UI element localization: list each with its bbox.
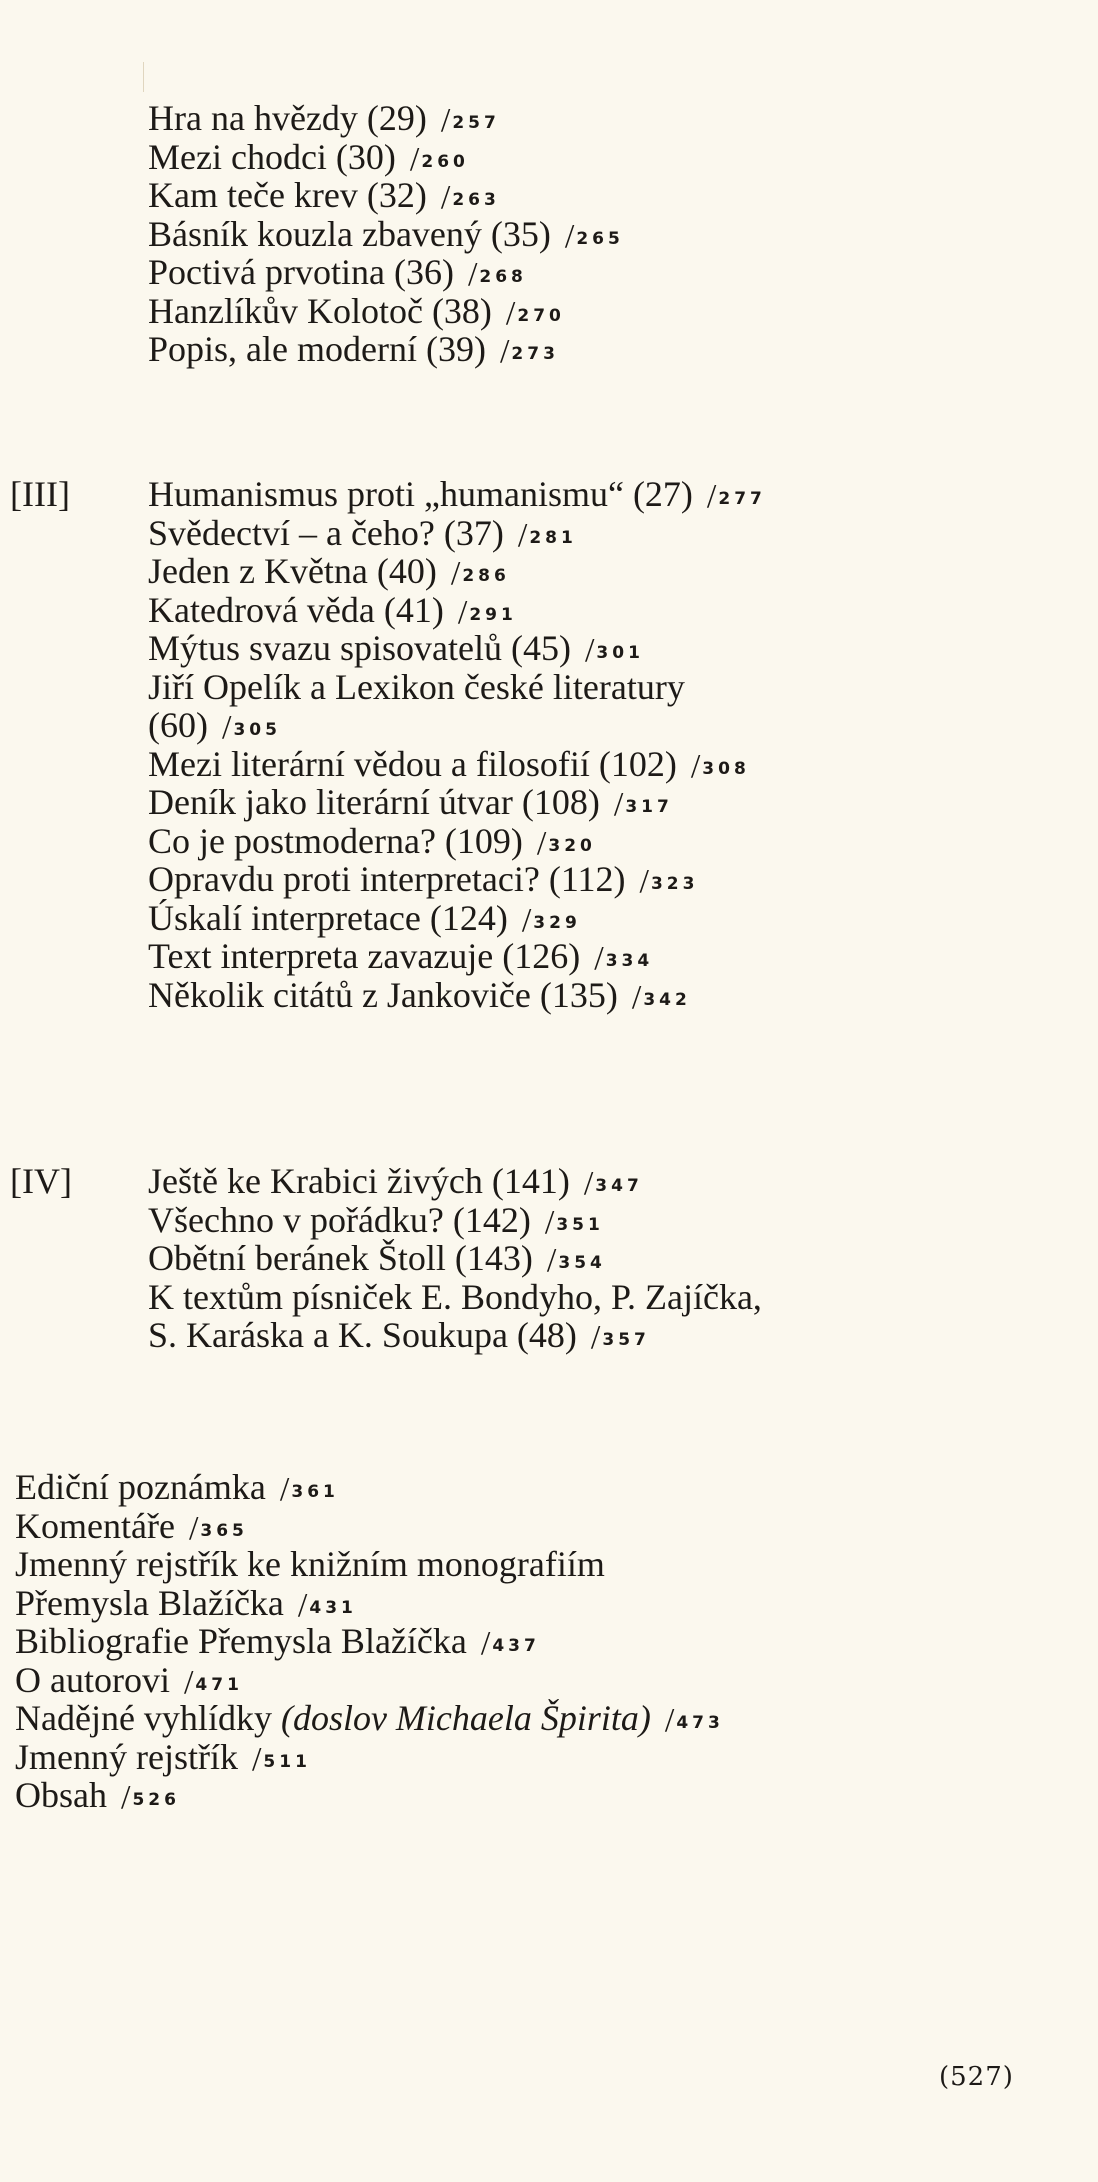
entry-title-text: Jmenný rejstřík ke knižním monografiím (15, 1544, 605, 1584)
page-number-value: 329 (533, 912, 581, 933)
toc-entry (0, 99, 1098, 138)
toc-entry (0, 292, 1098, 331)
page-slash: / (584, 632, 595, 669)
toc-entry (0, 1661, 1098, 1700)
entry-title-text: Ještě ke Krabici živých (141) (148, 1161, 570, 1201)
entry-title-text: Hra na hvězdy (29) (148, 98, 427, 138)
toc-entry (0, 176, 1098, 215)
entry-title-text: Přemysla Blažíčka (15, 1582, 284, 1623)
page-slash: / (467, 256, 478, 293)
toc-entry-title (148, 976, 691, 1020)
page-slash: / (440, 102, 451, 139)
page-number-value: 273 (511, 344, 559, 364)
page-slash: / (613, 786, 624, 823)
page-number-value: 286 (462, 566, 510, 586)
toc-entry (0, 1468, 1098, 1507)
entry-title-text: Jeden z Května (40) (148, 551, 437, 591)
page-number-value: 260 (421, 151, 469, 172)
entry-title-text: Komentáře (15, 1505, 175, 1546)
toc-page-number (457, 593, 517, 631)
toc-page-number (536, 824, 596, 862)
toc-entry (0, 822, 1098, 861)
page-slash: / (279, 1471, 290, 1508)
page-slash: / (297, 1586, 308, 1624)
page-slash: / (505, 294, 516, 332)
section-iii-entries (0, 475, 1098, 1014)
entry-title-text: K textům písniček E. Bondyho, P. Zajíčka, (148, 1276, 762, 1317)
entry-title-text: Kam teče krev (32) (148, 175, 427, 215)
page-number-value: 351 (556, 1214, 604, 1235)
page-slash: / (121, 1779, 131, 1816)
toc-end-matter (0, 1468, 1098, 1815)
toc-entry (0, 1162, 1098, 1201)
entry-title-text: Bibliografie Přemysla Blažíčka (15, 1621, 467, 1661)
toc-entry (0, 860, 1098, 899)
entry-title-text: Opravdu proti interpretaci? (112) (148, 859, 626, 899)
page-folio: (527) (939, 2062, 1014, 2092)
page-number-value: 320 (548, 835, 596, 856)
toc-page-number (467, 256, 527, 293)
page-number-value: 281 (529, 527, 577, 548)
entry-title-text: Jmenný rejstřík (15, 1736, 238, 1777)
toc-page-number (546, 1242, 606, 1279)
entry-title-text: Několik citátů z Jankoviče (135) (148, 974, 618, 1015)
toc-entry (0, 138, 1098, 177)
page-slash: / (594, 940, 604, 977)
toc-page-number (706, 478, 766, 515)
toc-page-number (409, 140, 469, 178)
toc-entry (0, 1622, 1098, 1661)
toc-entry-title (148, 1278, 762, 1317)
page-number-value: 305 (233, 720, 281, 740)
toc-page-number (251, 1740, 311, 1778)
toc-page-number (613, 786, 673, 823)
toc-page-number (221, 709, 281, 746)
toc-page-number (664, 1702, 724, 1739)
toc-page-number (639, 863, 699, 900)
entry-title-text: Všechno v pořádku? (142) (148, 1199, 531, 1240)
toc-entry (0, 976, 1098, 1015)
entry-title-text: Obsah (15, 1775, 107, 1815)
page-slash: / (409, 140, 420, 178)
toc-section-iii (0, 475, 1098, 1014)
toc-page-number (517, 516, 577, 554)
toc-page-number (583, 1165, 643, 1202)
toc-page-number (480, 1625, 540, 1662)
page-number-value: 437 (492, 1636, 540, 1656)
toc-page-number (590, 1319, 650, 1356)
entry-title-italic: (doslov Michaela Špirita) (271, 1698, 651, 1738)
section-iv-entries (0, 1162, 1098, 1355)
page-slash: / (564, 217, 575, 255)
toc-page-number (544, 1203, 604, 1241)
toc-entry (0, 215, 1098, 254)
toc-page-number (584, 632, 644, 669)
page-slash: / (690, 747, 701, 785)
entry-title-text: Svědectví – a čeho? (37) (148, 512, 504, 553)
entry-title-text: Co je postmoderna? (109) (148, 820, 523, 861)
toc-entry (0, 591, 1098, 630)
toc-page-number (450, 555, 510, 592)
page-slash: / (664, 1702, 675, 1739)
toc-entry-title (15, 1776, 180, 1820)
toc-page-number (297, 1586, 357, 1624)
page-slash: / (536, 824, 547, 862)
toc-entry (0, 783, 1098, 822)
toc-page-number (121, 1779, 180, 1816)
page-slash: / (499, 333, 510, 370)
page-number-value: 342 (643, 989, 691, 1010)
page-number-value: 308 (702, 758, 750, 779)
page-number-value: 361 (291, 1482, 339, 1502)
page-number-value: 323 (650, 874, 699, 894)
toc-entry (0, 899, 1098, 938)
page-slash: / (639, 863, 649, 900)
toc-entry (0, 706, 1098, 745)
page-number-value: 526 (132, 1790, 180, 1810)
toc-entry (0, 937, 1098, 976)
page-slash: / (631, 978, 642, 1016)
toc-page-number (594, 940, 654, 977)
toc-section-iv (0, 1162, 1098, 1355)
page-number-value: 268 (479, 267, 527, 287)
toc-entry (0, 629, 1098, 668)
page-slash: / (517, 516, 528, 554)
page-slash: / (583, 1165, 594, 1202)
toc-entry (0, 552, 1098, 591)
paper-speck (143, 62, 144, 92)
section-label-iii: [III] (10, 474, 70, 514)
toc-entry (0, 1776, 1098, 1815)
entry-title-text: Mýtus svazu spisovatelů (45) (148, 628, 571, 668)
entry-title-text: Mezi literární vědou a filosofií (102) (148, 743, 677, 784)
toc-page-number (564, 217, 624, 255)
entry-title-text: Text interpreta zavazuje (126) (148, 936, 581, 976)
page-slash: / (546, 1242, 557, 1279)
page-number-value: 291 (469, 604, 517, 625)
entry-title-text: Popis, ale moderní (39) (148, 329, 486, 369)
entry-title-text: Humanismus proti „humanismu“ (27) (148, 474, 693, 514)
page-number-value: 347 (595, 1176, 643, 1196)
entry-title-text: Úskalí interpretace (124) (148, 897, 508, 938)
toc-entry (0, 1278, 1098, 1317)
toc-entry (0, 1699, 1098, 1738)
section-label-iv: [IV] (10, 1161, 72, 1201)
toc-page-number (440, 102, 500, 139)
page-number-value: 301 (596, 643, 644, 663)
toc-entry (0, 330, 1098, 369)
page-slash: / (457, 593, 468, 631)
entry-title-text: (60) (148, 705, 208, 745)
toc-page-number (505, 294, 565, 332)
page-number-value: 277 (718, 489, 766, 509)
page-number-value: 270 (517, 305, 565, 326)
page-number-value: 265 (576, 228, 624, 249)
page-number-value: 354 (558, 1253, 606, 1273)
page-slash: / (183, 1663, 194, 1701)
page-number-value: 257 (452, 113, 500, 133)
toc-entry-title (148, 330, 559, 374)
entry-title-text: Hanzlíkův Kolotoč (38) (148, 290, 492, 331)
page-number-value: 365 (200, 1520, 248, 1541)
toc-page-number (690, 747, 750, 785)
toc-entry (0, 1316, 1098, 1355)
entry-title-text: Obětní beránek Štoll (143) (148, 1238, 533, 1278)
page-number-value: 431 (309, 1597, 357, 1618)
toc-entry (0, 1201, 1098, 1240)
toc-page-number (631, 978, 691, 1016)
toc-entry-title (15, 1545, 605, 1584)
toc-page-number (183, 1663, 243, 1701)
entry-title-text: Nadějné vyhlídky (15, 1698, 272, 1738)
page-slash: / (440, 179, 451, 216)
page-number-value: 334 (605, 951, 654, 971)
page-number-value: 317 (625, 797, 673, 817)
page-number-value: 511 (263, 1751, 311, 1772)
page-slash: / (188, 1509, 199, 1547)
toc-page-number (499, 333, 559, 370)
toc-section-ii-tail (0, 99, 1098, 369)
page-slash: / (450, 555, 461, 592)
toc-entry-title (148, 1316, 650, 1360)
page-slash: / (590, 1319, 601, 1356)
page-slash: / (480, 1625, 491, 1662)
toc-entry (0, 1738, 1098, 1777)
entry-title-text: S. Karáska a K. Soukupa (48) (148, 1315, 577, 1355)
entry-title-text: O autorovi (15, 1659, 170, 1700)
page-number-value: 357 (602, 1330, 650, 1350)
page-slash: / (221, 709, 232, 746)
toc-entry-title (148, 668, 685, 707)
toc-page-number (279, 1471, 339, 1508)
entry-title-text: Poctivá prvotina (36) (148, 252, 454, 292)
page-slash: / (251, 1740, 262, 1778)
toc-page-number (521, 901, 581, 939)
toc-entry (0, 253, 1098, 292)
entry-title-text: Básník kouzla zbavený (35) (148, 213, 551, 254)
toc-entry (0, 668, 1098, 707)
toc-entry (0, 514, 1098, 553)
toc-entry (0, 1584, 1098, 1623)
toc-page-number (188, 1509, 248, 1547)
page-slash: / (521, 901, 532, 939)
toc-entry (0, 745, 1098, 784)
toc-entry (0, 1545, 1098, 1584)
entry-title-text: Mezi chodci (30) (148, 136, 396, 177)
page-slash: / (706, 478, 717, 515)
entry-title-text: Jiří Opelík a Lexikon české literatury (148, 666, 685, 707)
page-number-value: 471 (195, 1674, 243, 1695)
toc-entry (0, 1239, 1098, 1278)
page-slash: / (544, 1203, 555, 1241)
toc-entry (0, 475, 1098, 514)
toc-entry (0, 1507, 1098, 1546)
entry-title-text: Ediční poznámka (15, 1467, 266, 1507)
toc-page-number (440, 179, 500, 216)
page-number-value: 263 (452, 190, 500, 210)
entry-title-text: Katedrová věda (41) (148, 589, 444, 630)
page-number-value: 473 (676, 1713, 724, 1733)
entry-title-text: Deník jako literární útvar (108) (148, 782, 600, 822)
